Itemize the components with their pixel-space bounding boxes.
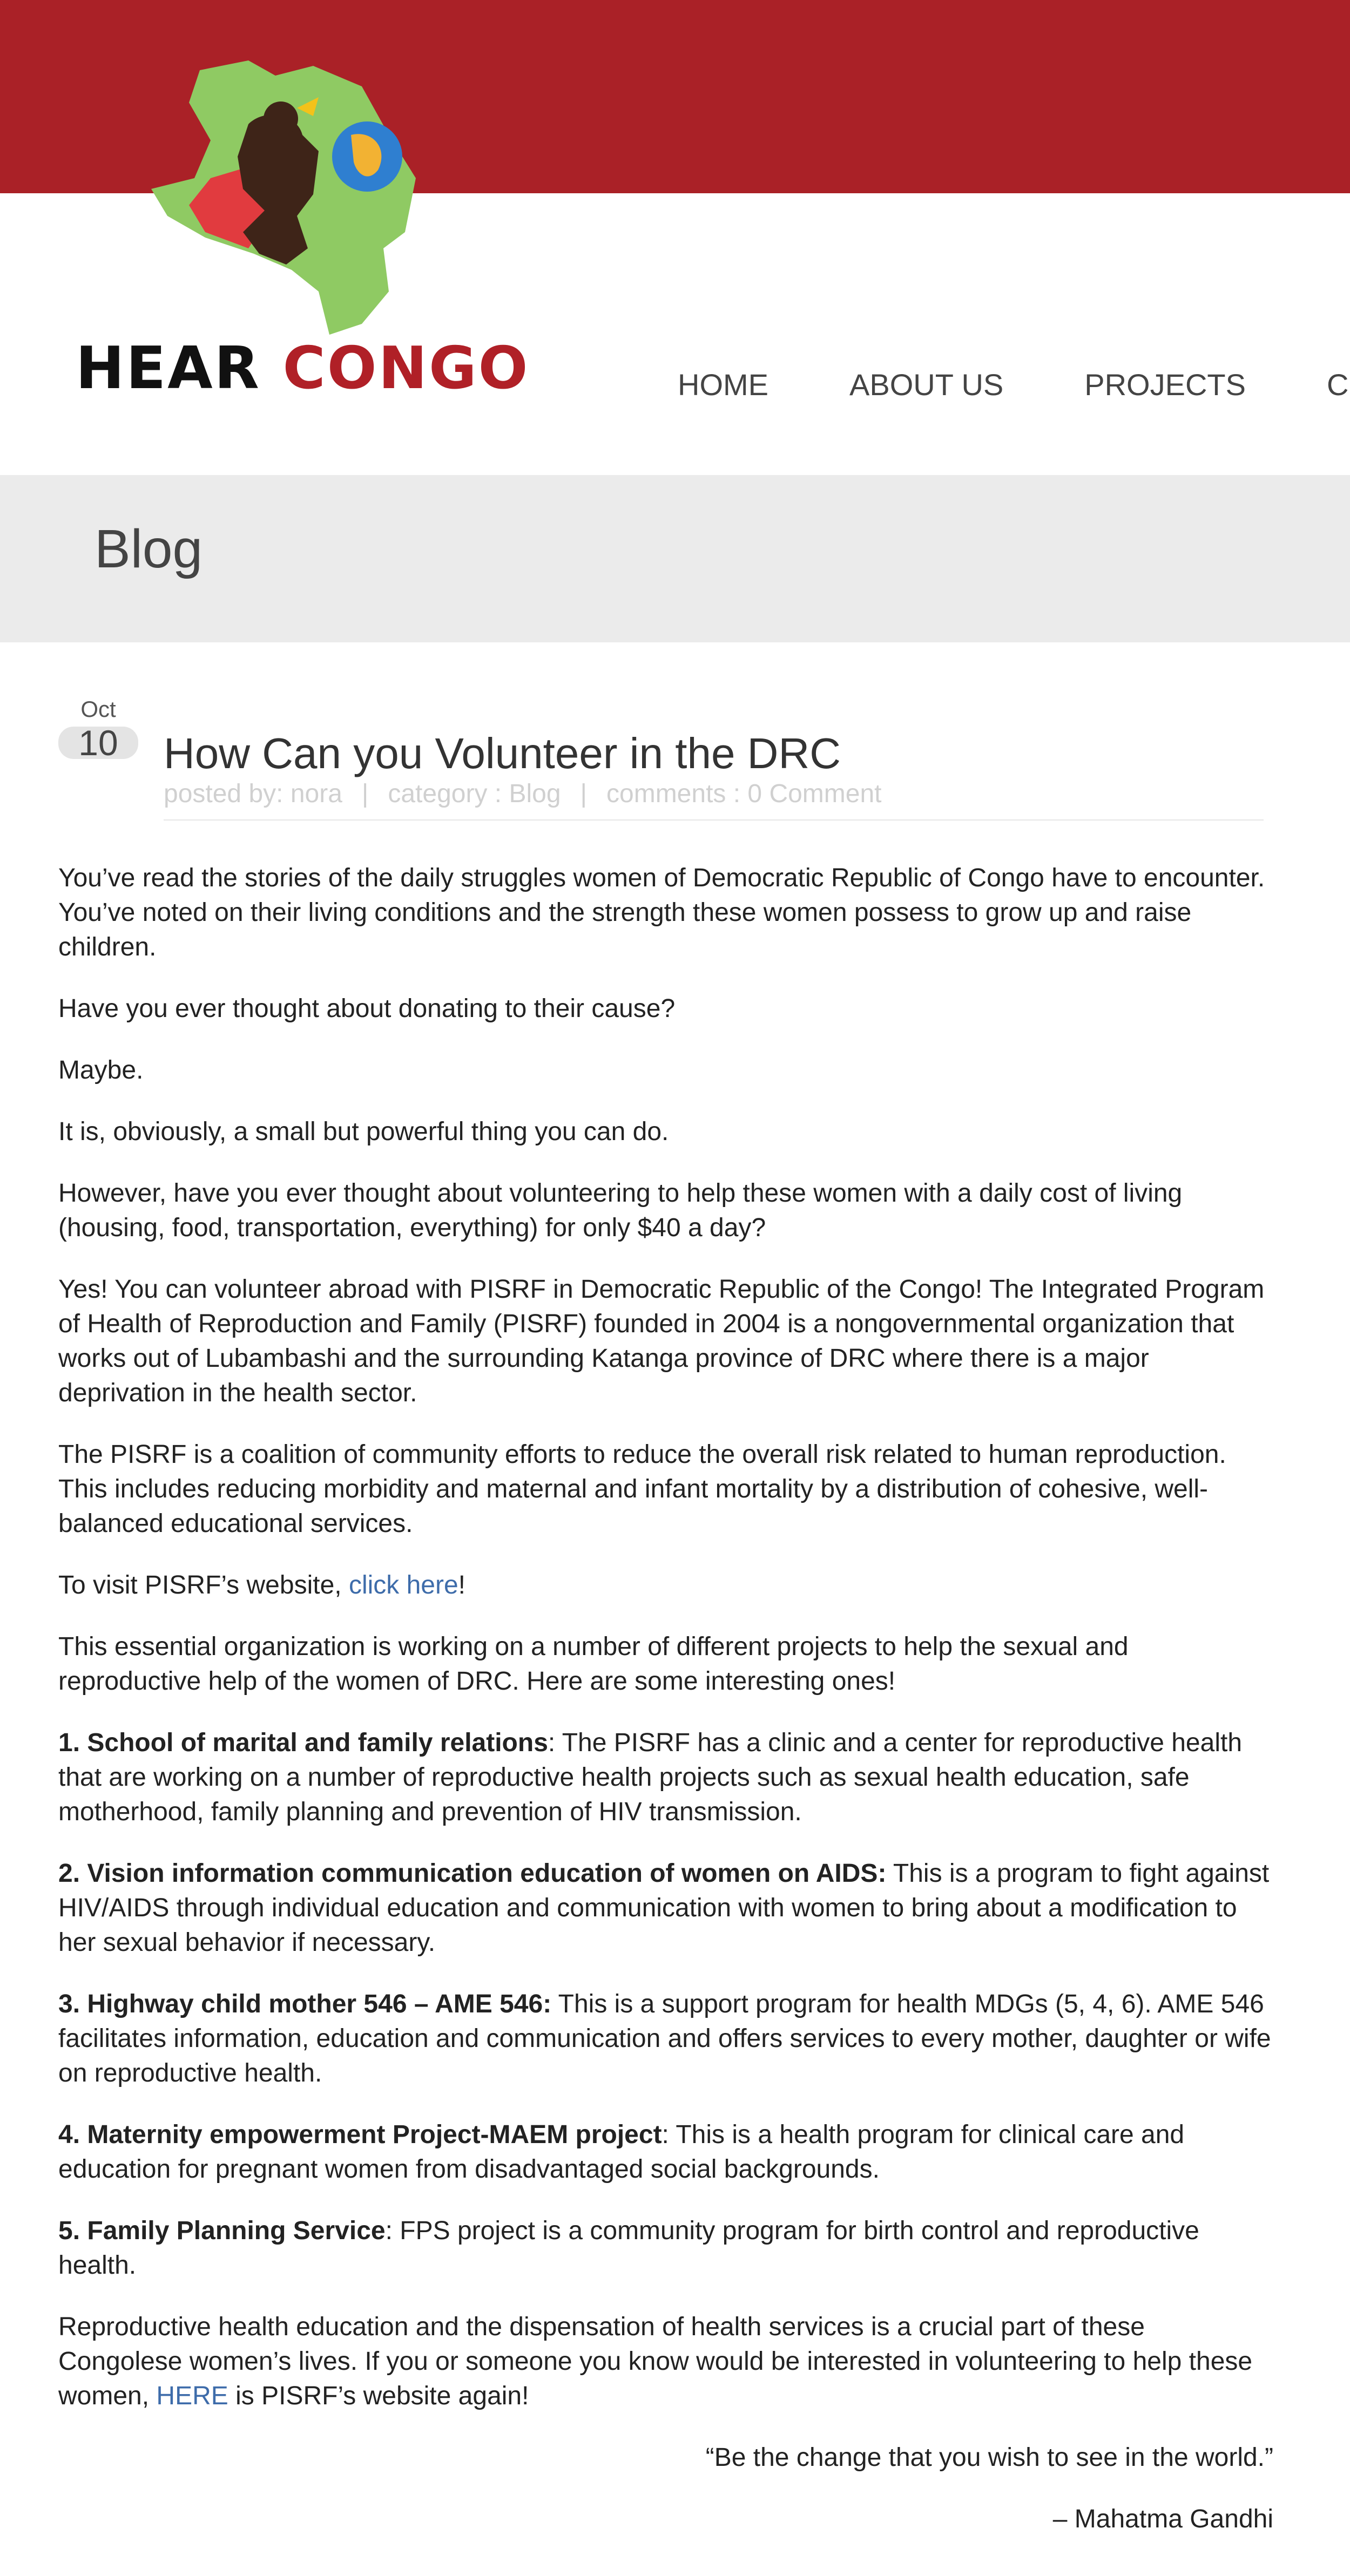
paragraph: It is, obviously, a small but powerful thing you can do. — [58, 1117, 669, 1146]
nav-item-overflow[interactable]: C — [1326, 368, 1349, 402]
site-logo[interactable] — [76, 54, 540, 426]
text: is PISRF’s website again! — [228, 2382, 529, 2410]
project-title: 5. Family Planning Service — [58, 2216, 386, 2245]
project-title: 4. Maternity empowerment Project-MAEM project — [58, 2120, 662, 2149]
text: Reproductive health education and the dispensation of health services is a crucial part of these Congolese women’s lives. If you or someone you know would be interested in volunteering to help these women, — [58, 2313, 1253, 2410]
logo-word-hear: HEAR — [76, 335, 261, 402]
paragraph: Have you ever thought about donating to their cause? — [58, 994, 676, 1023]
post-comments[interactable]: comments : 0 Comment — [606, 779, 882, 808]
pisrf-website-link[interactable]: click here — [348, 1571, 458, 1599]
logo-word-congo: CONGO — [282, 335, 530, 402]
project-text: : FPS project is a community program for birth control and reproductive health. — [58, 2216, 1199, 2280]
paragraph: However, have you ever thought about volunteering to help these women with a daily cost of living (housing, food, transportation, everything) for only $40 a day? — [58, 1179, 1183, 1242]
nav-item-about-us[interactable]: ABOUT US — [849, 368, 1004, 402]
meta-separator: | — [361, 779, 369, 808]
project-title: 2. Vision information communication education of women on AIDS: — [58, 1859, 887, 1888]
meta-separator: | — [580, 779, 588, 808]
meta-divider — [164, 819, 1264, 821]
congo-map-icon — [135, 54, 502, 340]
paragraph-closing — [58, 2310, 1273, 2414]
paragraph: This essential organization is working on a number of different projects to help the sexual and reproductive help of the women of DRC. Here are some interesting ones! — [58, 1632, 1129, 1696]
paragraph: The PISRF is a coalition of community efforts to reduce the overall risk related to human reproduction. This includes reducing morbidity and maternal and infant mortality by a distribution of cohesive, well-balanced educational services. — [58, 1440, 1226, 1538]
page-title: Blog — [94, 519, 203, 579]
post-date-day: 10 — [58, 727, 138, 759]
project-text: : This is a health program for clinical care and education for pregnant women from disadvantaged social backgrounds. — [58, 2120, 1185, 2184]
project-text: : The PISRF has a clinic and a center for reproductive health that are working on a number of reproductive health projects such as sexual health education, safe motherhood, family planning and prevention of HIV transmission. — [58, 1728, 1243, 1826]
project-title: 1. School of marital and family relations — [58, 1728, 548, 1757]
page-title-bar — [0, 475, 1350, 642]
post-content — [58, 861, 1273, 2564]
project-text: This is a program to fight against HIV/AIDS through individual education and communication with women to bring about a modification to her sexual behavior if necessary. — [58, 1859, 1270, 1957]
post-title[interactable]: How Can you Volunteer in the DRC — [164, 729, 841, 777]
post-author[interactable]: posted by: nora — [164, 779, 342, 808]
paragraph: Maybe. — [58, 1056, 144, 1084]
logo-wordmark — [76, 335, 540, 402]
post-meta — [164, 779, 882, 809]
post-category[interactable]: category : Blog — [388, 779, 561, 808]
quote-author: – Mahatma Gandhi — [1052, 2505, 1273, 2533]
nav-item-projects[interactable]: PROJECTS — [1084, 368, 1246, 402]
quote-text: “Be the change that you wish to see in the world.” — [705, 2443, 1273, 2472]
post-date-badge — [58, 696, 138, 763]
paragraph: Yes! You can volunteer abroad with PISRF in Democratic Republic of the Congo! The Integrated Program of Health of Reproduction and Family (PISRF) founded in 2004 is a nongovernmental organization that works out of Lubambashi and the surrounding Katanga province of DRC where there is a major deprivation in the health sector. — [58, 1275, 1265, 1407]
project-item — [58, 2118, 1273, 2187]
paragraph: You’ve read the stories of the daily struggles women of Democratic Republic of Congo have to encounter. You’ve noted on their living conditions and the strength these women possess to grow up and raise children. — [58, 864, 1265, 961]
text: To visit PISRF’s website, — [58, 1571, 349, 1599]
project-item — [58, 1726, 1273, 1829]
paragraph-visit — [58, 1568, 1273, 1603]
text: ! — [458, 1571, 466, 1599]
project-item — [58, 1856, 1273, 1960]
project-item — [58, 1987, 1273, 2091]
pisrf-website-link-here[interactable]: HERE — [156, 2382, 228, 2410]
nav-item-home[interactable]: HOME — [678, 368, 768, 402]
project-title: 3. Highway child mother 546 – AME 546: — [58, 1990, 552, 2018]
project-item — [58, 2214, 1273, 2283]
project-text: This is a support program for health MDGs (5, 4, 6). AME 546 facilitates information, education and communication and offers services to every mother, daughter or wife on reproductive health. — [58, 1990, 1271, 2087]
main-nav — [678, 367, 1350, 402]
post-date-month: Oct — [80, 696, 116, 722]
